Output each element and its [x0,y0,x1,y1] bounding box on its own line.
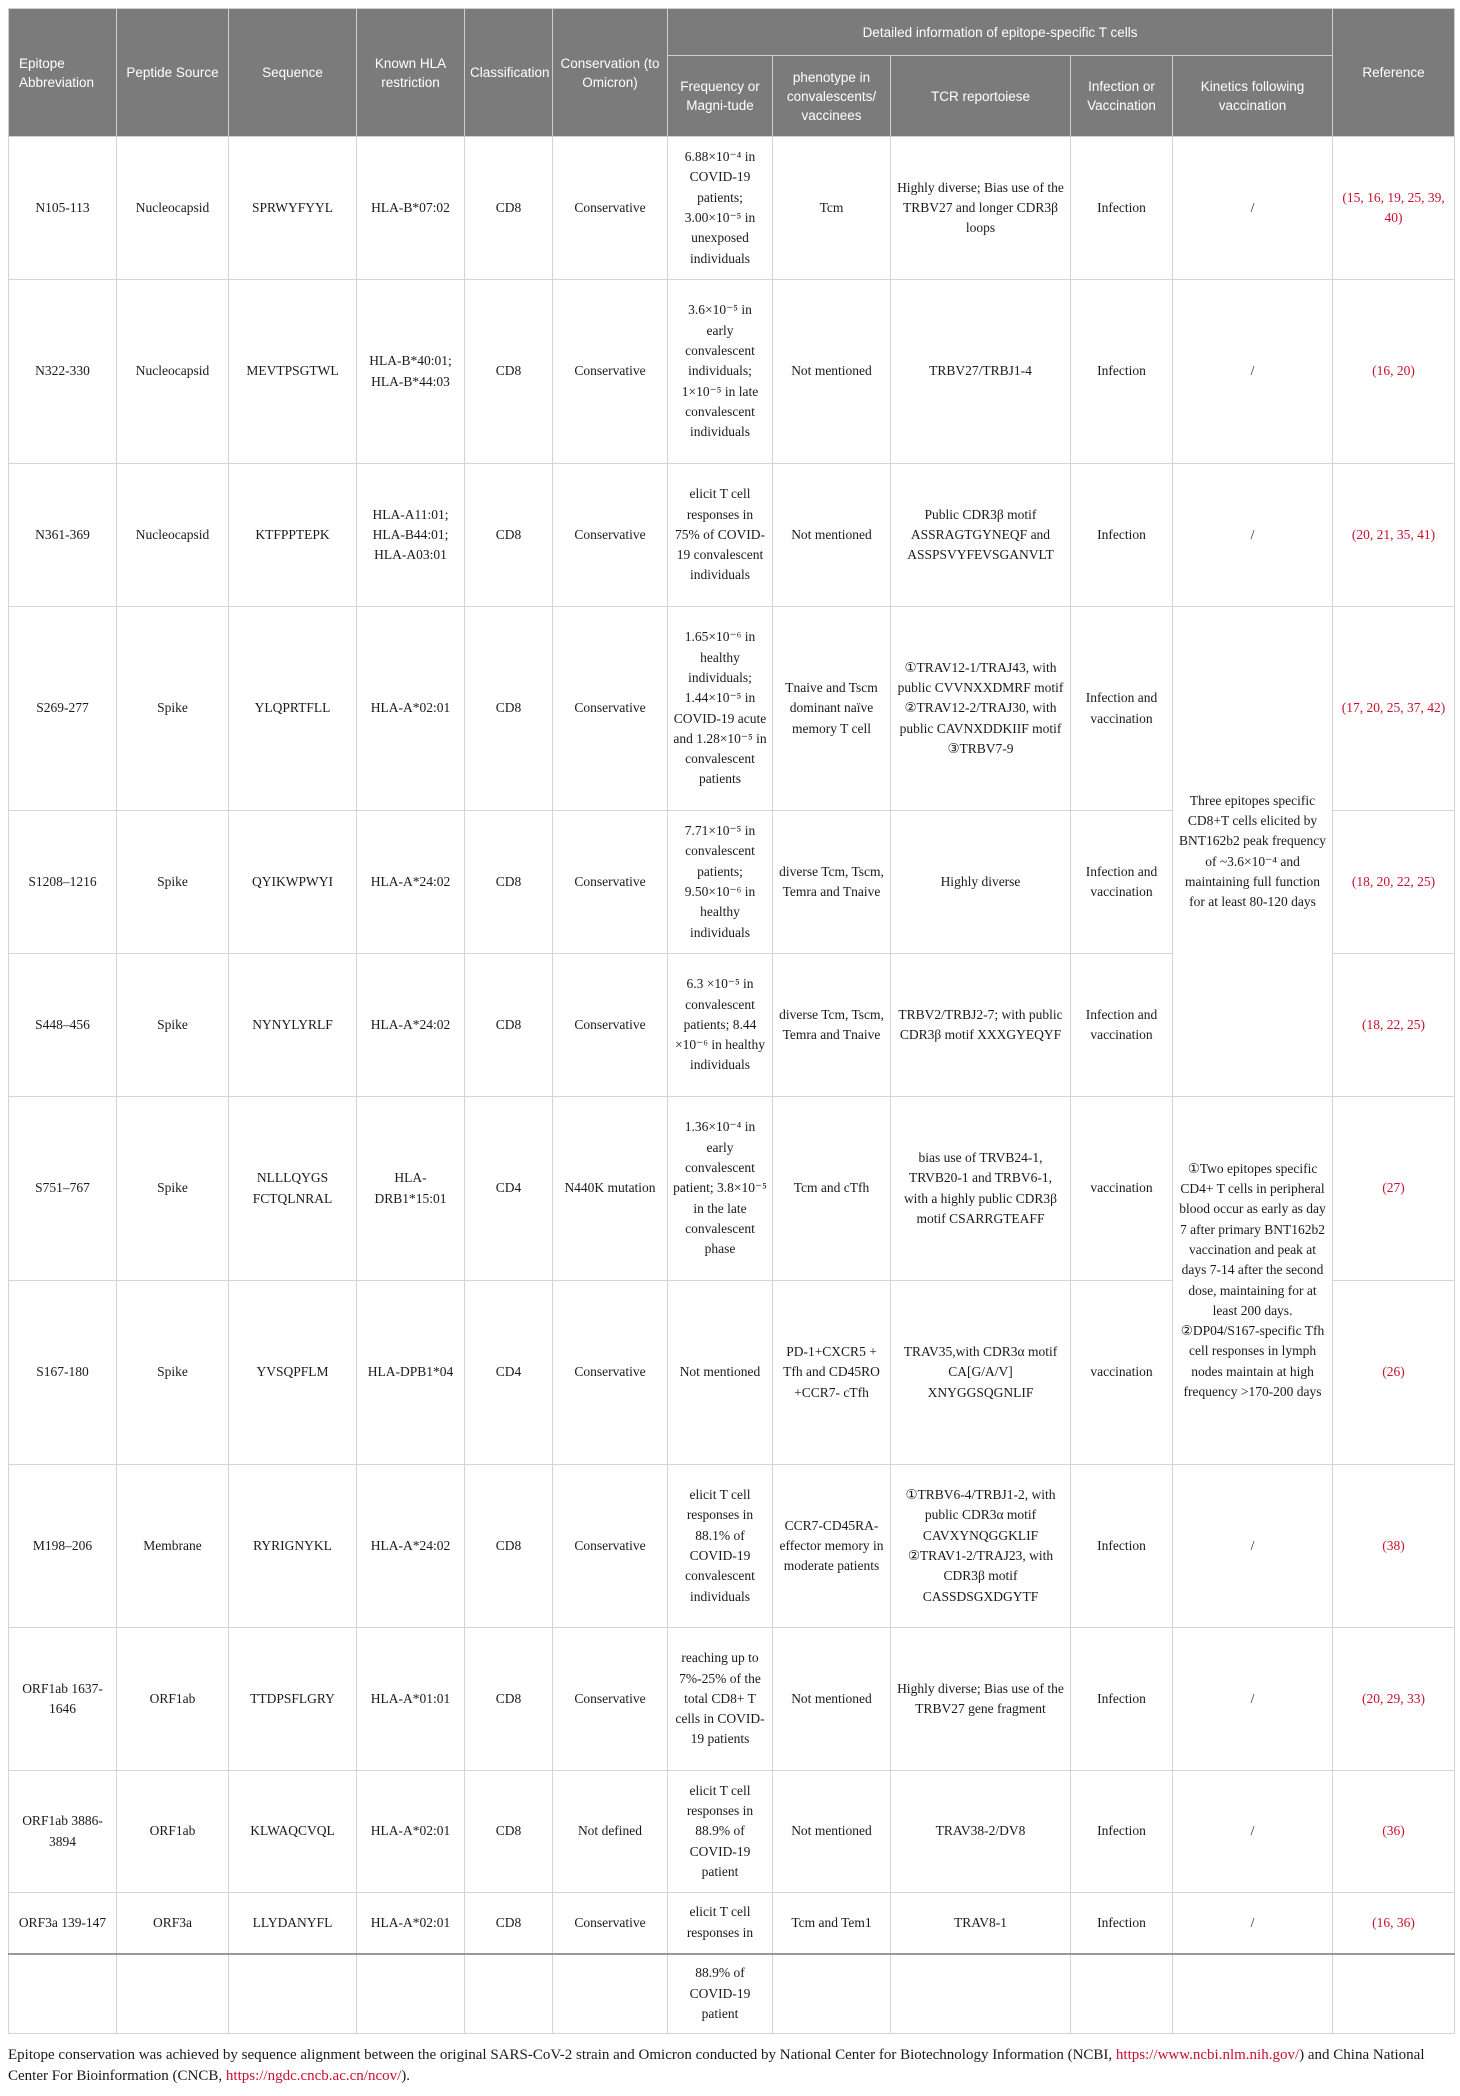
header-reference: Reference [1333,9,1455,137]
cell-sequence: YLQPRTFLL [229,607,357,811]
cell-sequence: TTDPSFLGRY [229,1628,357,1771]
cell-classification: CD8 [465,280,553,464]
cell-classification: CD8 [465,607,553,811]
cell-kinetics: / [1173,1771,1333,1893]
cell-epitope: ORF1ab 3886-3894 [9,1771,117,1893]
cell-reference: (16, 36) [1333,1893,1455,1954]
table-row [9,607,1455,811]
cell-sequence: MEVTPSGTWL [229,280,357,464]
cell-tcr: TRBV27/TRBJ1-4 [891,280,1071,464]
header-frequency: Frequency or Magni-tude [668,56,773,137]
cell-reference: (20, 21, 35, 41) [1333,464,1455,607]
cell-source: Spike [117,954,229,1097]
cell-reference: (20, 29, 33) [1333,1628,1455,1771]
header-group-detailed: Detailed information of epitope-specific T cells [668,9,1333,56]
cell-tcr: ①TRAV12-1/TRAJ43, with public CVVNXXDMRF motif ②TRAV12-2/TRAJ30, with public CAVNXDDKIIF motif ③TRBV7-9 [891,607,1071,811]
cell-hla: HLA-A*02:01 [357,607,465,811]
cell-frequency: 1.36×10⁻⁴ in early convalescent patient; 3.8×10⁻⁵ in the late convalescent phase [668,1097,773,1281]
cell-conservation: Conservative [553,1281,668,1465]
cell-kinetics: / [1173,137,1333,280]
cncb-link[interactable]: https://ngdc.cncb.ac.cn/ncov/ [225,2068,402,2084]
cell-classification: CD4 [465,1097,553,1281]
cell-epitope: S751–767 [9,1097,117,1281]
cell-source: Membrane [117,1465,229,1628]
header-sequence: Sequence [229,9,357,137]
cell-infection: Infection [1071,464,1173,607]
cell-source: ORF1ab [117,1628,229,1771]
cell-frequency: elicit T cell responses in [668,1893,773,1954]
cell-kinetics: / [1173,1628,1333,1771]
cell-hla: HLA-A11:01; HLA-B44:01; HLA-A03:01 [357,464,465,607]
cell-conservation: N440K mutation [553,1097,668,1281]
header-classification: Classification [465,9,553,137]
table-row [9,1465,1455,1628]
cell-infection: Infection [1071,1771,1173,1893]
cell-tcr: ①TRBV6-4/TRBJ1-2, with public CDR3α motif CAVXYNQGGKLIF ②TRAV1-2/TRAJ23, with CDR3β motif CASSDSGXDGYTF [891,1465,1071,1628]
cell-infection: vaccination [1071,1281,1173,1465]
cell-source: Nucleocapsid [117,137,229,280]
header-infection: Infection or Vaccination [1071,56,1173,137]
cell-tcr: TRBV2/TRBJ2-7; with public CDR3β motif XXXGYEQYF [891,954,1071,1097]
cell-hla: HLA-A*24:02 [357,954,465,1097]
cell-phenotype: diverse Tcm, Tscm, Temra and Tnaive [773,954,891,1097]
table-footnote [8,2045,1454,2087]
cell-reference: (27) [1333,1097,1455,1281]
cell-phenotype: Not mentioned [773,464,891,607]
cell-tcr: TRAV8-1 [891,1893,1071,1954]
cell-hla: HLA-B*07:02 [357,137,465,280]
cell-frequency-continued: 88.9% of COVID-19 patient [668,1954,773,2034]
cell-source: Nucleocapsid [117,280,229,464]
cell-phenotype: Tnaive and Tscm dominant naïve memory T cell [773,607,891,811]
cell-reference: (26) [1333,1281,1455,1465]
cell-infection: Infection and vaccination [1071,811,1173,954]
cell-phenotype: Not mentioned [773,280,891,464]
header-hla: Known HLA restriction [357,9,465,137]
cell-reference: (16, 20) [1333,280,1455,464]
cell-phenotype: diverse Tcm, Tscm, Temra and Tnaive [773,811,891,954]
cell-hla: HLA-A*02:01 [357,1771,465,1893]
cell-frequency: Not mentioned [668,1281,773,1465]
cell-hla: HLA-B*40:01; HLA-B*44:03 [357,280,465,464]
cell-tcr: Public CDR3β motif ASSRAGTGYNEQF and ASSPSVYFEVSGANVLT [891,464,1071,607]
cell-hla: HLA-DRB1*15:01 [357,1097,465,1281]
cell-conservation: Conservative [553,464,668,607]
cell-kinetics: / [1173,280,1333,464]
cell-infection: Infection [1071,137,1173,280]
epitope-table-container [8,8,1454,2034]
cell-frequency: 6.88×10⁻⁴ in COVID-19 patients; 3.00×10⁻⁵ in unexposed individuals [668,137,773,280]
table-row [9,1771,1455,1893]
cell-conservation: Not defined [553,1771,668,1893]
cell-infection: Infection and vaccination [1071,607,1173,811]
cell-sequence: KLWAQCVQL [229,1771,357,1893]
cell-frequency: elicit T cell responses in 88.1% of COVID-19 convalescent individuals [668,1465,773,1628]
cell-sequence: SPRWYFYYL [229,137,357,280]
header-source: Peptide Source [117,9,229,137]
cell-source: Spike [117,1281,229,1465]
cell-frequency: elicit T cell responses in 88.9% of COVID-19 patient [668,1771,773,1893]
cell-tcr: TRAV35,with CDR3α motif CA[G/A/V] XNYGGSQGNLIF [891,1281,1071,1465]
cell-reference: (17, 20, 25, 37, 42) [1333,607,1455,811]
footnote-text-a: Epitope conservation was achieved by sequence alignment between the original SARS-CoV-2 strain and Omicron conducted by National Center for Biotechnology Information (NCBI, [8,2047,1116,2063]
cell-infection: Infection [1071,1628,1173,1771]
header-conservation: Conservation (to Omicron) [553,9,668,137]
cell-epitope: S269-277 [9,607,117,811]
cell-conservation: Conservative [553,607,668,811]
footnote-text-b: ) and China National Center For Bioinformation (CNCB, [8,2047,1425,2084]
cell-reference: (18, 22, 25) [1333,954,1455,1097]
cell-infection: Infection [1071,1893,1173,1954]
cell-tcr: bias use of TRVB24-1, TRVB20-1 and TRBV6-1, with a highly public CDR3β motif CSARRGTEAFF [891,1097,1071,1281]
table-row [9,137,1455,280]
cell-frequency: reaching up to 7%-25% of the total CD8+ T cells in COVID-19 patients [668,1628,773,1771]
cell-phenotype: Tcm and cTfh [773,1097,891,1281]
cell-phenotype: CCR7-CD45RA- effector memory in moderate patients [773,1465,891,1628]
cell-epitope: ORF3a 139-147 [9,1893,117,1954]
cell-epitope: N361-369 [9,464,117,607]
cell-reference: (38) [1333,1465,1455,1628]
cell-source: Spike [117,1097,229,1281]
cell-reference: (18, 20, 22, 25) [1333,811,1455,954]
cell-classification: CD8 [465,1893,553,1954]
cell-conservation: Conservative [553,1893,668,1954]
cell-hla: HLA-A*24:02 [357,811,465,954]
cell-hla: HLA-A*24:02 [357,1465,465,1628]
cell-sequence: LLYDANYFL [229,1893,357,1954]
table-row [9,280,1455,464]
cell-frequency: 7.71×10⁻⁵ in convalescent patients; 9.50×10⁻⁶ in healthy individuals [668,811,773,954]
cell-classification: CD8 [465,1465,553,1628]
cell-reference: (15, 16, 19, 25, 39, 40) [1333,137,1455,280]
cell-hla: HLA-DPB1*04 [357,1281,465,1465]
cell-infection: Infection [1071,280,1173,464]
cell-classification: CD8 [465,137,553,280]
cell-sequence: KTFPPTEPK [229,464,357,607]
cell-frequency: elicit T cell responses in 75% of COVID-19 convalescent individuals [668,464,773,607]
cell-phenotype: Not mentioned [773,1628,891,1771]
cell-classification: CD8 [465,1628,553,1771]
cell-infection: Infection [1071,1465,1173,1628]
cell-reference: (36) [1333,1771,1455,1893]
cell-tcr: TRAV38-2/DV8 [891,1771,1071,1893]
header-tcr: TCR reportoiese [891,56,1071,137]
cell-phenotype: Tcm [773,137,891,280]
cell-conservation: Conservative [553,1628,668,1771]
cell-epitope: M198–206 [9,1465,117,1628]
cell-tcr: Highly diverse; Bias use of the TRBV27 gene fragment [891,1628,1071,1771]
cell-classification: CD4 [465,1281,553,1465]
cell-kinetics: / [1173,1893,1333,1954]
header-kinetics: Kinetics following vaccination [1173,56,1333,137]
cell-hla: HLA-A*01:01 [357,1628,465,1771]
cell-kinetics-merged-cd8: Three epitopes specific CD8+T cells elicited by BNT162b2 peak frequency of ~3.6×10⁻⁴ and maintaining full function for at least 80-120 days [1173,607,1333,1097]
cell-source: ORF1ab [117,1771,229,1893]
cell-epitope: N322-330 [9,280,117,464]
cell-classification: CD8 [465,1771,553,1893]
table-row [9,1893,1455,1954]
cell-epitope: N105-113 [9,137,117,280]
footnote-text-c: ). [401,2068,411,2084]
cell-tcr: Highly diverse; Bias use of the TRBV27 and longer CDR3β loops [891,137,1071,280]
table-row [9,1628,1455,1771]
cell-tcr: Highly diverse [891,811,1071,954]
cell-sequence: RYRIGNYKL [229,1465,357,1628]
cell-sequence: NYNYLYRLF [229,954,357,1097]
cell-sequence: YVSQPFLM [229,1281,357,1465]
table-row [9,1097,1455,1281]
cell-conservation: Conservative [553,137,668,280]
cell-phenotype: PD-1+CXCR5 + Tfh and CD45RO +CCR7- cTfh [773,1281,891,1465]
header-epitope: Epitope Abbreviation [9,9,117,137]
cell-conservation: Conservative [553,954,668,1097]
cell-phenotype: Tcm and Tem1 [773,1893,891,1954]
cell-epitope: S167-180 [9,1281,117,1465]
ncbi-link[interactable]: https://www.ncbi.nlm.nih.gov/ [1115,2047,1300,2063]
cell-epitope: S1208–1216 [9,811,117,954]
cell-phenotype: Not mentioned [773,1771,891,1893]
header-phenotype: phenotype in convalescents/ vaccinees [773,56,891,137]
cell-epitope: ORF1ab 1637-1646 [9,1628,117,1771]
cell-source: ORF3a [117,1893,229,1954]
cell-frequency: 3.6×10⁻⁵ in early convalescent individuals; 1×10⁻⁵ in late convalescent individuals [668,280,773,464]
cell-infection: vaccination [1071,1097,1173,1281]
cell-conservation: Conservative [553,811,668,954]
epitope-table [8,8,1455,2034]
cell-conservation: Conservative [553,280,668,464]
cell-source: Nucleocapsid [117,464,229,607]
cell-kinetics: / [1173,1465,1333,1628]
cell-hla: HLA-A*02:01 [357,1893,465,1954]
cell-classification: CD8 [465,811,553,954]
cell-conservation: Conservative [553,1465,668,1628]
cell-classification: CD8 [465,464,553,607]
cell-frequency: 6.3 ×10⁻⁵ in convalescent patients; 8.44 ×10⁻⁶ in healthy individuals [668,954,773,1097]
cell-classification: CD8 [465,954,553,1097]
cell-infection: Infection and vaccination [1071,954,1173,1097]
cell-kinetics-merged-cd4: ①Two epitopes specific CD4+ T cells in peripheral blood occur as early as day 7 after primary BNT162b2 vaccination and peak at days 7-14 after the second dose, maintaining for at least 200 days. ②DP04/S167-specific Tfh cell responses in lymph nodes maintain at high frequency >170-200 days [1173,1097,1333,1465]
cell-epitope: S448–456 [9,954,117,1097]
cell-kinetics: / [1173,464,1333,607]
table-row [9,464,1455,607]
cell-sequence: QYIKWPWYI [229,811,357,954]
cell-source: Spike [117,811,229,954]
cell-frequency: 1.65×10⁻⁶ in healthy individuals; 1.44×10⁻⁵ in COVID-19 acute and 1.28×10⁻⁵ in convalescent patients [668,607,773,811]
cell-sequence: NLLLQYGS FCTQLNRAL [229,1097,357,1281]
table-row-continuation [9,1954,1455,2034]
cell-source: Spike [117,607,229,811]
header-row-top [9,9,1455,56]
